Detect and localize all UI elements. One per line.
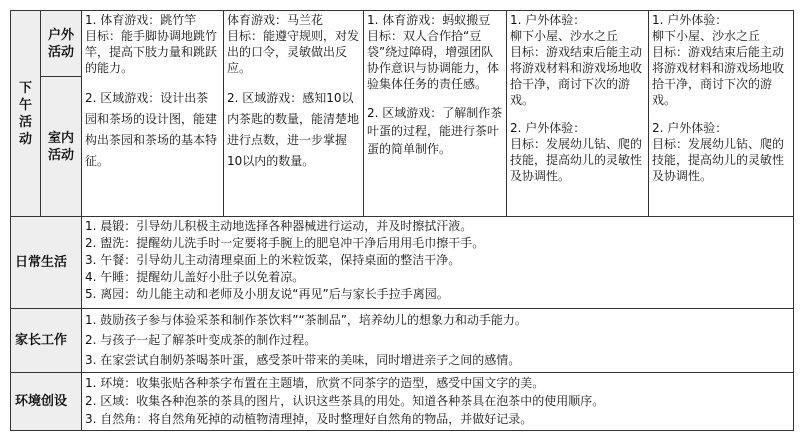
afternoon-column-4	[507, 11, 649, 217]
weekly-plan-table	[10, 10, 794, 431]
list-item: 2. 区域：收集各种泡茶的茶具的图片，认识这些茶具的用处。知道各种茶具在泡茶中的使用顺序。	[85, 394, 605, 408]
outdoor-activity-text: 1. 户外体验： 柳下小屋、沙水之丘 目标：游戏结束后能主动将游戏材料和游戏场地收拾干净，商讨下次的游戏。	[652, 13, 785, 107]
daily-life-content	[82, 217, 794, 309]
indoor-activity-text: 2. 区域游戏：设计出茶园和茶场的设计图，能建构出茶园和茶场的基本特征。	[85, 91, 218, 168]
list-item: 2. 盥洗：提醒幼儿洗手时一定要将手腕上的肥皂冲干净后用用毛巾擦干手。	[85, 236, 485, 250]
environment-content	[82, 373, 794, 431]
outdoor-activity-text: 1. 户外体验： 柳下小屋、沙水之丘 目标：游戏结束后能主动将游戏材料和游戏场地收拾干净，商讨下次的游戏。	[510, 13, 643, 107]
list-item: 4. 午睡：提醒幼儿盖好小肚子以免着凉。	[85, 270, 305, 284]
environment-header	[11, 373, 82, 431]
outdoor-activity-text: 体育游戏：马兰花 目标：能遵守规则，对发出的口令，灵敏做出反应。	[227, 13, 360, 75]
outdoor-activity-text: 1. 体育游戏：跳竹竿 目标：能手脚协调地跳竹竿，提高下肢力量和跳跃的能力。	[85, 13, 218, 75]
indoor-activity-text: 2. 户外体验： 目标：发展幼儿钻、爬的技能，提高幼儿的灵敏性及协调性。	[510, 121, 643, 183]
parent-work-content	[82, 309, 794, 373]
list-item: 3. 自然角：将自然角死掉的动植物清理掉，及时整理好自然角的物品，并做好记录。	[85, 412, 533, 426]
list-item: 1. 晨锻：引导幼儿积极主动地选择各种器械进行运动，并及时擦拭汗液。	[85, 219, 473, 233]
list-item: 1. 环境：收集张贴各种茶字布置在主题墙，欣赏不同茶字的造型，感受中国文字的美。	[85, 376, 545, 390]
list-item: 2. 与孩子一起了解茶叶变成茶的制作过程。	[85, 333, 317, 347]
indoor-activity-label: 室内活动	[47, 130, 74, 163]
afternoon-activity-header	[11, 11, 41, 217]
indoor-activity-text: 2. 区域游戏：感知10以内茶匙的数量，能清楚地进行点数，进一步掌握10以内的数量。	[227, 91, 360, 168]
outdoor-activity-label: 户外活动	[47, 27, 74, 60]
outdoor-activity-text: 1. 体育游戏：蚂蚁搬豆 目标：双人合作拾“豆袋”绕过障碍，增强团队协作意识与协调能力，体验集体任务的责任感。	[367, 13, 500, 91]
afternoon-column-1	[82, 11, 224, 217]
indoor-activity-text: 2. 区域游戏：了解制作茶叶蛋的过程，能进行茶叶蛋的简单制作。	[367, 106, 503, 156]
outdoor-activity-header	[41, 11, 82, 77]
afternoon-column-2	[224, 11, 364, 217]
afternoon-column-3	[364, 11, 507, 217]
list-item: 1. 鼓励孩子参与体验采茶和制作茶饮料”“茶制品”，培养幼儿的想象力和动手能力。	[85, 313, 527, 327]
afternoon-column-5	[649, 11, 794, 217]
environment-label: 环境创设	[15, 393, 68, 409]
indoor-activity-text: 2. 户外体验： 目标：发展幼儿钻、爬的技能，提高幼儿的灵敏性及协调性。	[652, 121, 785, 183]
list-item: 3. 在家尝试自制奶茶喝茶叶蛋，感受茶叶带来的美味，同时增进亲子之间的感情。	[85, 353, 521, 367]
parent-work-header	[11, 309, 82, 373]
indoor-activity-header	[41, 77, 82, 217]
parent-work-label: 家长工作	[15, 332, 68, 348]
list-item: 5. 离园：幼儿能主动和老师及小朋友说“再见”后与家长手拉手离园。	[85, 287, 449, 301]
daily-life-label: 日常生活	[15, 254, 68, 270]
afternoon-activity-label: 下午活动	[18, 80, 32, 147]
list-item: 3. 午餐：引导幼儿主动清理桌面上的米粒饭菜，保持桌面的整洁干净。	[85, 253, 461, 267]
daily-life-header	[11, 217, 82, 309]
